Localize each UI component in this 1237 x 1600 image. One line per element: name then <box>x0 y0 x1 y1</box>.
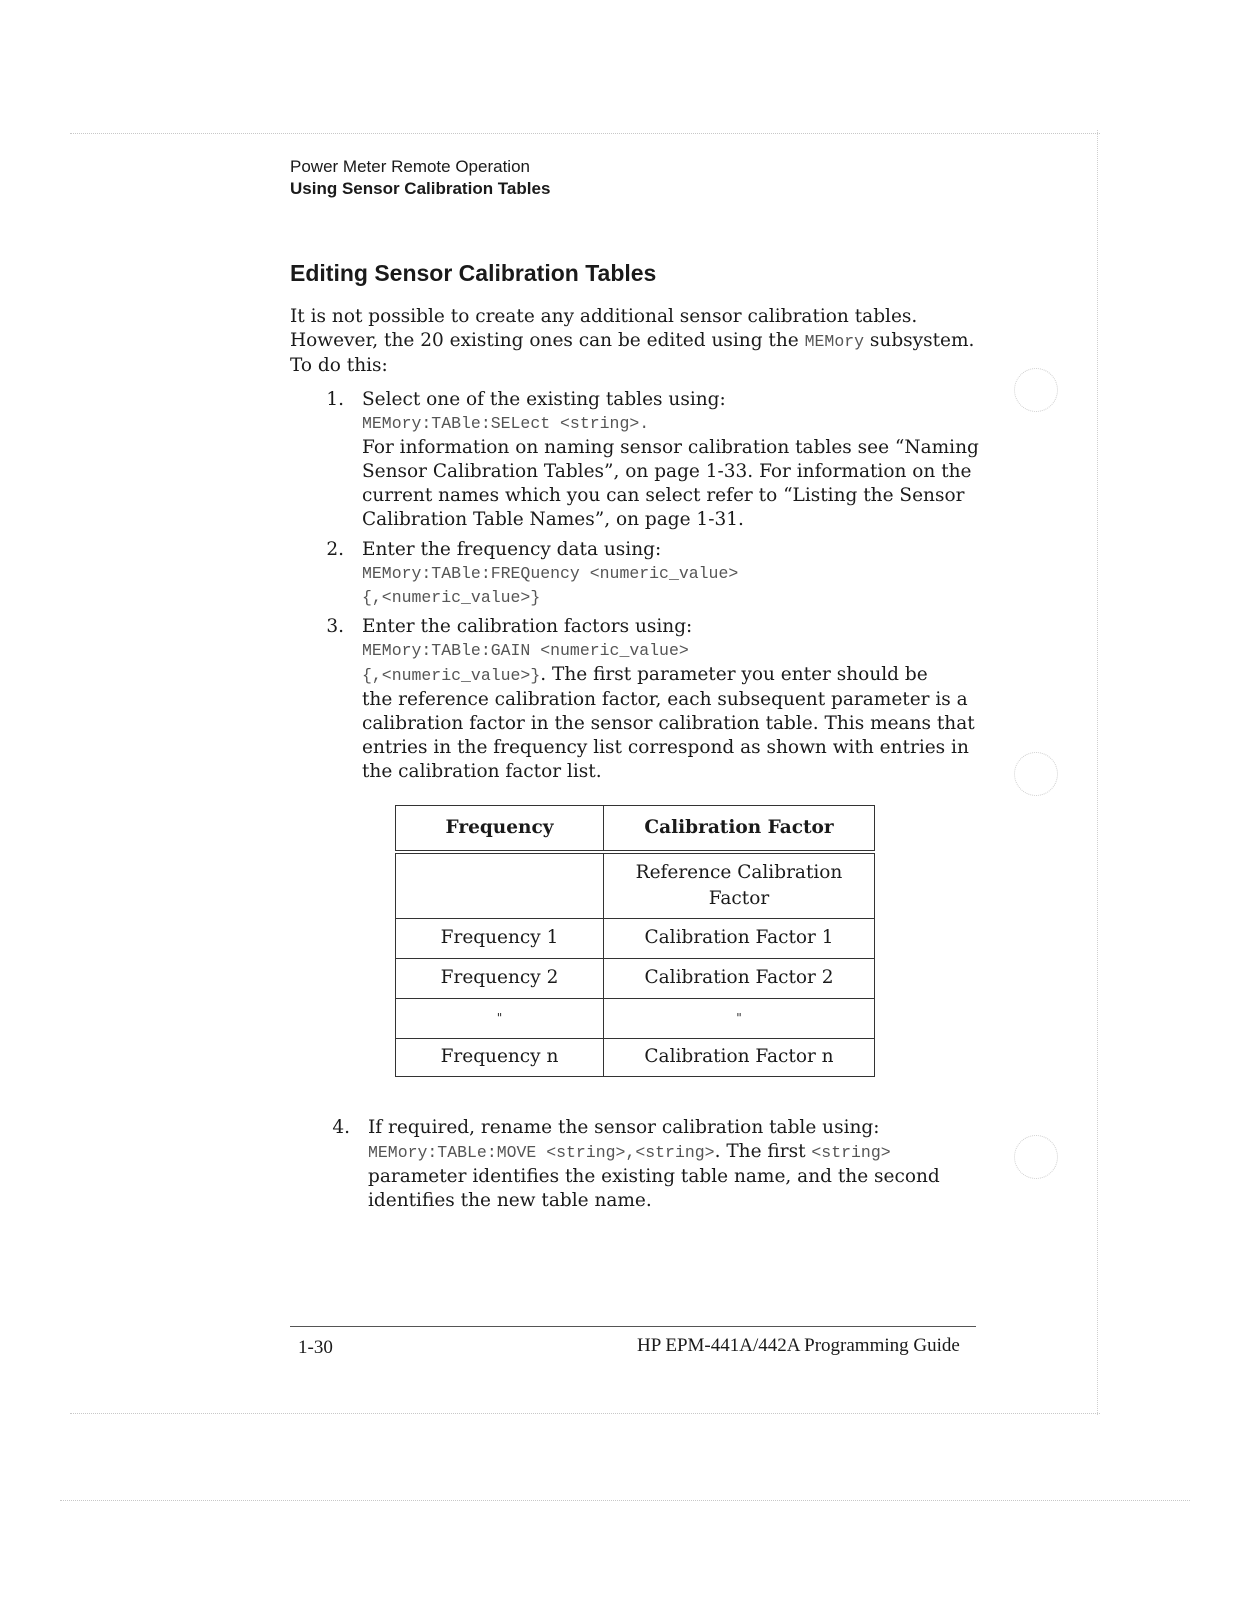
running-header-chapter: Power Meter Remote Operation <box>290 157 530 176</box>
column-header-frequency: Frequency <box>396 806 604 853</box>
calibration-table <box>395 805 875 1077</box>
scan-border-top <box>70 133 1100 134</box>
scan-border-bottom <box>70 1413 1100 1414</box>
scan-border-right <box>1097 130 1098 1415</box>
table-header-row <box>396 806 875 853</box>
table-row <box>396 998 875 1038</box>
step-text: the reference calibration factor, each subsequent parameter is a <box>362 689 968 710</box>
intro-code: MEMory <box>804 332 865 351</box>
step-text: Sensor Calibration Tables”, on page 1-33. For information on the <box>362 461 972 482</box>
step-text: Select one of the existing tables using: <box>362 389 726 410</box>
step-text: calibration factor in the sensor calibration table. This means that <box>362 713 975 734</box>
step-text: entries in the frequency list correspond as shown with entries in <box>362 737 969 758</box>
punch-hole-top <box>1014 368 1058 412</box>
step-text: Calibration Table Names”, on page 1-31. <box>362 509 744 530</box>
step-command: <string> <box>811 1143 891 1162</box>
step-number: 2. <box>326 539 344 560</box>
intro-paragraph <box>290 305 980 378</box>
step-text: current names which you can select refer to “Listing the Sensor <box>362 485 965 506</box>
step-number: 4. <box>332 1117 350 1138</box>
table-cell: Calibration Factor n <box>604 1038 875 1076</box>
table-cell: " <box>604 998 875 1038</box>
table-row <box>396 1038 875 1076</box>
step-command: {,<numeric_value>} <box>362 666 541 685</box>
table-cell: Calibration Factor 1 <box>604 918 875 958</box>
step-text: the calibration factor list. <box>362 761 602 782</box>
table-cell: Reference Calibration Factor <box>604 852 875 918</box>
running-header-section: Using Sensor Calibration Tables <box>290 179 551 198</box>
step-text: Enter the calibration factors using: <box>362 616 693 637</box>
step-text: Enter the frequency data using: <box>362 539 662 560</box>
step-number: 1. <box>326 389 344 410</box>
step-text: parameter identifies the existing table name, and the second <box>368 1166 940 1187</box>
table-cell: Frequency n <box>396 1038 604 1076</box>
guide-title: HP EPM-441A/442A Programming Guide <box>637 1335 960 1356</box>
step-command: MEMory:TABle:FREQuency <numeric_value> <box>362 564 739 583</box>
table-row <box>396 958 875 998</box>
intro-text-1: It is not possible to create any additional sensor calibration tables. However, the 20 existing ones can be edited using the <box>290 306 918 351</box>
page-number: 1-30 <box>298 1337 333 1358</box>
scan-edge-bottom <box>60 1500 1190 1501</box>
column-header-calibration-factor: Calibration Factor <box>604 806 875 853</box>
punch-hole-middle <box>1014 752 1058 796</box>
step-command: {,<numeric_value>} <box>362 588 541 607</box>
step-command: MEMory:TABle:GAIN <numeric_value> <box>362 641 689 660</box>
step-number: 3. <box>326 616 344 637</box>
step-text: If required, rename the sensor calibration table using: <box>368 1117 880 1138</box>
table-cell: " <box>396 998 604 1038</box>
intro-text-2: subsystem. To do this: <box>290 330 975 376</box>
table-row <box>396 918 875 958</box>
table-row <box>396 852 875 918</box>
footer-rule <box>290 1326 976 1327</box>
table-cell <box>396 852 604 918</box>
step-command: MEMory:TABle:SELect <string>. <box>362 414 650 433</box>
step-text: . The first <box>714 1141 812 1162</box>
table-cell: Frequency 1 <box>396 918 604 958</box>
step-command: MEMory:TABLe:MOVE <string>,<string> <box>368 1143 715 1162</box>
punch-hole-bottom <box>1014 1135 1058 1179</box>
step-text: identifies the new table name. <box>368 1190 652 1211</box>
step-text: . The first parameter you enter should be <box>540 664 928 685</box>
table-cell: Calibration Factor 2 <box>604 958 875 998</box>
step-text: For information on naming sensor calibration tables see “Naming <box>362 437 979 458</box>
section-heading: Editing Sensor Calibration Tables <box>290 260 657 286</box>
table-cell: Frequency 2 <box>396 958 604 998</box>
